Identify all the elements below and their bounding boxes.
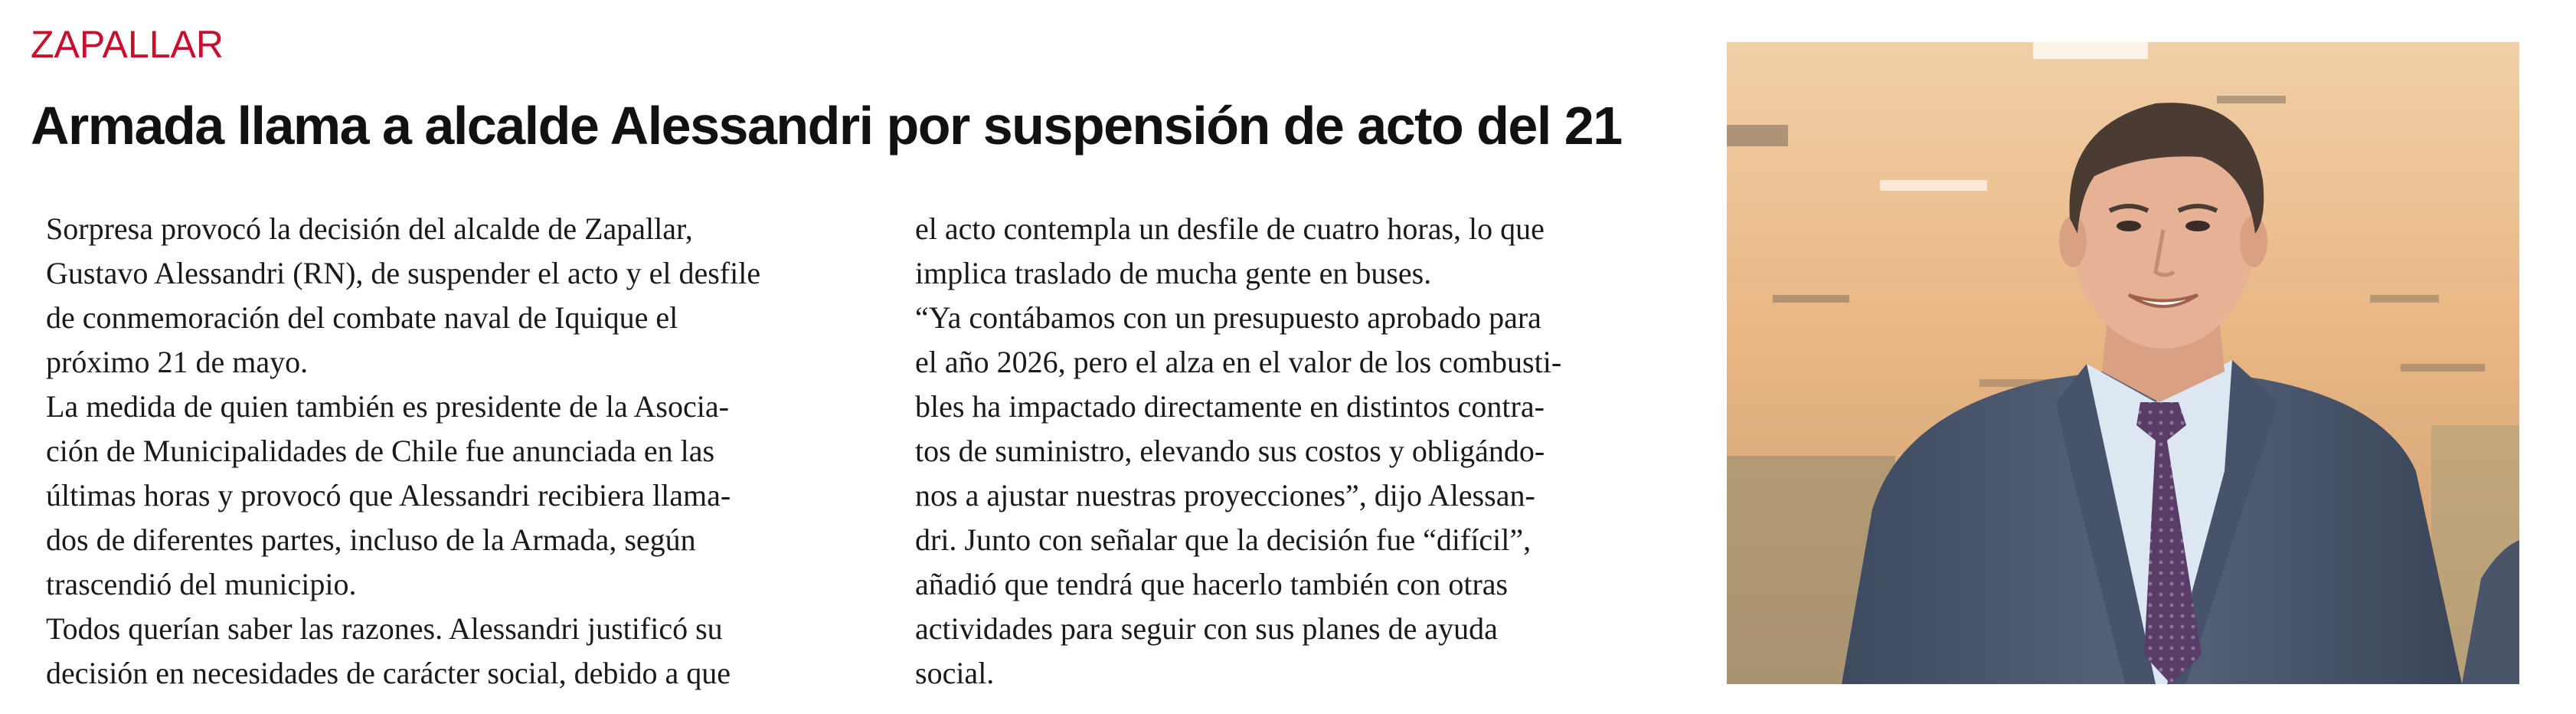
body-line: el año 2026, pero el alza en el valor de los combusti- [915, 345, 1562, 379]
body-line: Todos querían saber las razones. Alessandri justificó su [46, 611, 723, 646]
body-line: La medida de quien también es presidente de la Asocia- [46, 389, 729, 424]
body-line: dos de diferentes partes, incluso de la Armada, según [46, 522, 696, 557]
portrait-illustration [1727, 42, 2519, 684]
section-label: ZAPALLAR [31, 23, 224, 66]
ceiling-light [2401, 364, 2485, 372]
ceiling-light [2370, 295, 2439, 303]
portrait-photo [1727, 42, 2519, 684]
body-line: últimas horas y provocó que Alessandri recibiera llama- [46, 478, 731, 513]
body-line: “Ya contábamos con un presupuesto aprobado para [915, 300, 1541, 335]
body-line: decisión en necesidades de carácter social, debido a que [46, 656, 731, 690]
body-line: nos a ajustar nuestras proyecciones”, dijo Alessan- [915, 478, 1535, 513]
body-column-1 [46, 207, 842, 696]
ceiling-light [2217, 96, 2286, 103]
right-eye [2185, 221, 2210, 231]
body-line: tos de suministro, elevando sus costos y obligándo- [915, 434, 1545, 468]
body-line: próximo 21 de mayo. [46, 345, 309, 379]
body-line: ción de Municipalidades de Chile fue anunciada en las [46, 434, 715, 468]
ceiling-vent [1727, 125, 1788, 146]
body-line: Gustavo Alessandri (RN), de suspender el acto y el desfile [46, 256, 761, 290]
headline: Armada llama a alcalde Alessandri por suspensión de acto del 21 [31, 96, 1622, 156]
body-line: actividades para seguir con sus planes de ayuda [915, 611, 1498, 646]
ceiling-light [1880, 180, 1987, 191]
body-line: social. [915, 656, 995, 690]
left-eye [2117, 221, 2141, 231]
body-line: Sorpresa provocó la decisión del alcalde de Zapallar, [46, 211, 693, 246]
body-line: de conmemoración del combate naval de Iquique el [46, 300, 678, 335]
body-line: bles ha impactado directamente en distintos contra- [915, 389, 1545, 424]
body-line: implica traslado de mucha gente en buses. [915, 256, 1432, 290]
body-line: trascendió del municipio. [46, 567, 357, 601]
body-line: dri. Junto con señalar que la decisión fue “difícil”, [915, 522, 1532, 557]
body-line: el acto contempla un desfile de cuatro horas, lo que [915, 211, 1545, 246]
body-line: añadió que tendrá que hacerlo también con otras [915, 567, 1509, 601]
body-column-2 [915, 207, 1711, 696]
ceiling-light [2033, 42, 2148, 59]
ceiling-light [1773, 295, 1849, 303]
